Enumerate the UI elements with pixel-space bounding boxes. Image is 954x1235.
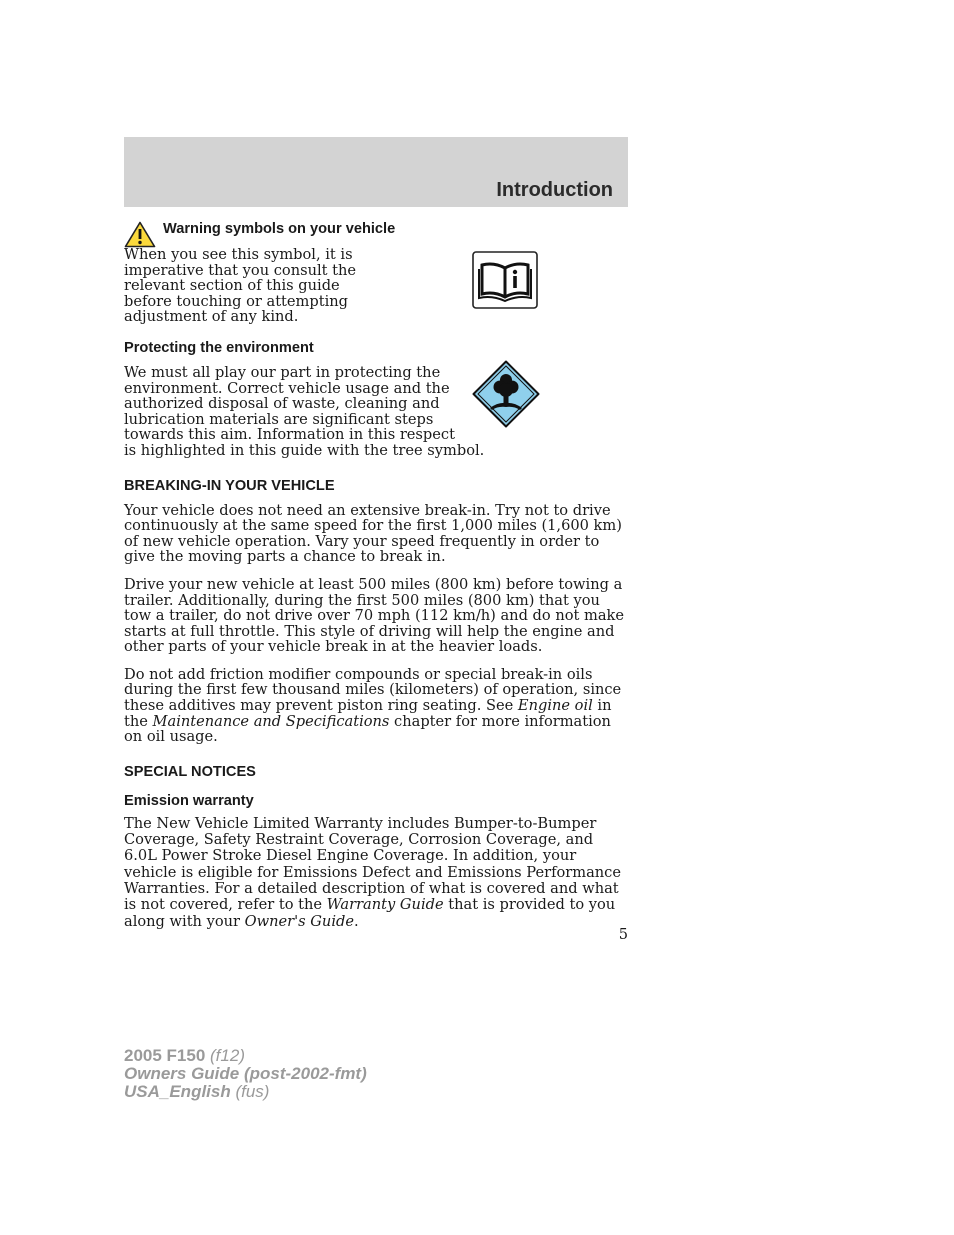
section-title: Introduction [496, 179, 613, 201]
environment-paragraph: We must all play our part in protecting the environment. Correct vehicle usage and the authorized disposal of waste, cleaning and lubrication materials are significant steps towards this aim. Information in this respect is highlighted in this guide with the tree symbol. [124, 363, 485, 459]
document-footer [124, 1047, 367, 1101]
emission-warranty-heading: Emission warranty [124, 792, 254, 809]
breaking-in-paragraph-1: Your vehicle does not need an extensive break-in. Try not to drive continuously at the same speed for the first 1,000 miles (1,600 km) of new vehicle operation. Vary your speed frequently in order to give the moving parts a chance to break in. [124, 501, 622, 566]
section-header-band [124, 137, 628, 207]
warning-heading-row [124, 221, 628, 247]
footer-line-model: 2005 F150 (f12) [124, 1046, 245, 1065]
footer-line-guide: Owners Guide (post-2002-fmt) [124, 1064, 367, 1083]
engine-oil-reference: Engine oil [517, 697, 593, 715]
owners-guide-reference: Owner's Guide [244, 912, 354, 930]
environment-heading: Protecting the environment [124, 339, 314, 356]
breaking-in-paragraph-2: Drive your new vehicle at least 500 miles (800 km) before towing a trailer. Additionally, during the first 500 miles (800 km) that you tow a trailer, do not drive over 70 mph (112 km/h) and do not make starts at full throttle. This style of driving will help the engine and other parts of your vehicle break in at the heavier loads. [124, 575, 625, 656]
maintenance-chapter-reference: Maintenance and Specifications [152, 712, 390, 730]
warranty-guide-reference: Warranty Guide [326, 896, 444, 914]
breaking-in-heading: BREAKING-IN YOUR VEHICLE [124, 477, 335, 494]
warning-heading: Warning symbols on your vehicle [163, 221, 396, 237]
owners-manual-book-icon [472, 251, 538, 309]
footer-line-language: USA_English (fus) [124, 1082, 270, 1101]
environment-tree-icon [472, 360, 540, 428]
warning-triangle-icon [124, 221, 156, 248]
special-notices-heading: SPECIAL NOTICES [124, 763, 256, 780]
emission-warranty-paragraph: The New Vehicle Limited Warranty includes Bumper-to-Bumper Coverage, Safety Restraint Coverage, Corrosion Coverage, and 6.0L Power Stroke Diesel Engine Coverage. In addition, your vehicle is eligible for Emissions Defect and Emissions Performance Warranties. For a detailed description of what is covered and what is not covered, refer to the Warranty Guide that is provided to you along with your Owner's Guide. [124, 814, 621, 930]
warning-paragraph: When you see this symbol, it is imperative that you consult the relevant section of this guide before touching or attempting adjustment of any kind. [124, 246, 357, 326]
page-content [124, 221, 628, 930]
page-number: 5 [618, 926, 628, 943]
breaking-in-paragraph-3: Do not add friction modifier compounds or special break-in oils during the first few thousand miles (kilometers) of operation, since these additives may prevent piston ring seating. See Engine oil in the Maintenance and Specifications chapter for more information on oil usage. [124, 665, 622, 746]
